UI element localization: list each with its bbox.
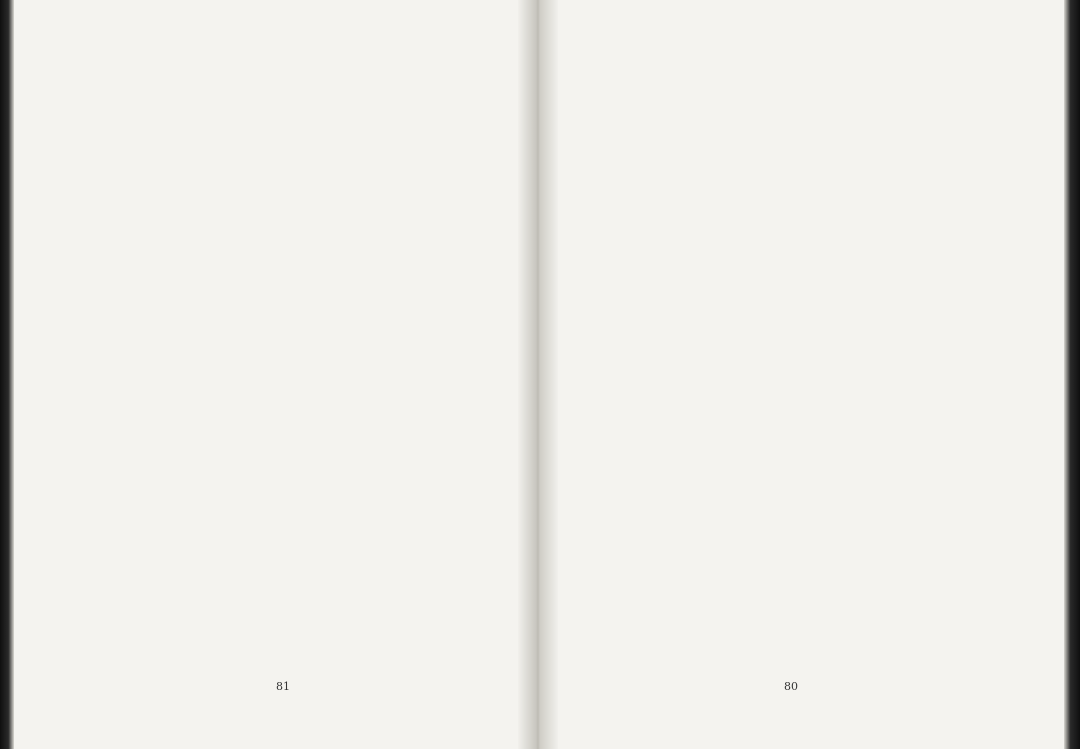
text-line <box>829 72 840 637</box>
text-line <box>201 72 212 637</box>
right-page <box>558 0 1064 749</box>
left-page <box>14 0 518 749</box>
text-line <box>348 72 359 637</box>
text-line <box>392 72 403 637</box>
right-book-edge <box>1064 0 1080 749</box>
text-line <box>681 72 692 637</box>
text-line <box>304 72 315 637</box>
text-line <box>319 72 330 637</box>
text-line <box>814 72 825 637</box>
text-line <box>231 72 242 637</box>
text-line <box>377 72 388 637</box>
text-line <box>696 72 707 637</box>
text-line <box>172 72 183 637</box>
text-line <box>843 72 854 637</box>
text-line <box>84 72 95 637</box>
text-line <box>128 72 139 637</box>
text-line <box>333 72 344 637</box>
right-page-text <box>592 72 1002 637</box>
left-page-number: 81 <box>276 680 290 693</box>
text-line <box>770 72 781 637</box>
text-line <box>187 72 198 637</box>
text-line <box>436 72 447 637</box>
text-line <box>99 72 110 637</box>
text-line <box>636 72 647 637</box>
text-line <box>216 72 227 637</box>
text-line <box>888 72 899 637</box>
text-line <box>363 72 374 637</box>
text-line <box>607 72 618 637</box>
left-page-text <box>84 72 476 637</box>
text-line <box>932 72 943 637</box>
text-line <box>157 72 168 637</box>
text-line <box>799 72 810 637</box>
text-line <box>755 72 766 637</box>
right-page-number: 80 <box>784 680 798 693</box>
text-line <box>976 72 987 637</box>
text-line <box>962 72 973 637</box>
text-line <box>451 72 462 637</box>
text-line <box>465 72 476 637</box>
text-line <box>784 72 795 637</box>
text-line <box>666 72 677 637</box>
text-line <box>407 72 418 637</box>
text-line <box>947 72 958 637</box>
text-line <box>260 72 271 637</box>
text-line <box>143 72 154 637</box>
book-gutter <box>518 0 558 749</box>
text-line <box>903 72 914 637</box>
text-line <box>245 72 256 637</box>
text-line <box>421 72 432 637</box>
text-line <box>917 72 928 637</box>
text-line <box>113 72 124 637</box>
text-line <box>710 72 721 637</box>
text-line <box>991 72 1002 637</box>
text-line <box>622 72 633 637</box>
text-line <box>740 72 751 637</box>
text-line <box>858 72 869 637</box>
left-book-edge <box>0 0 14 749</box>
text-line <box>592 72 603 637</box>
text-line <box>289 72 300 637</box>
text-line <box>725 72 736 637</box>
text-line <box>651 72 662 637</box>
text-line <box>873 72 884 637</box>
text-line <box>275 72 286 637</box>
